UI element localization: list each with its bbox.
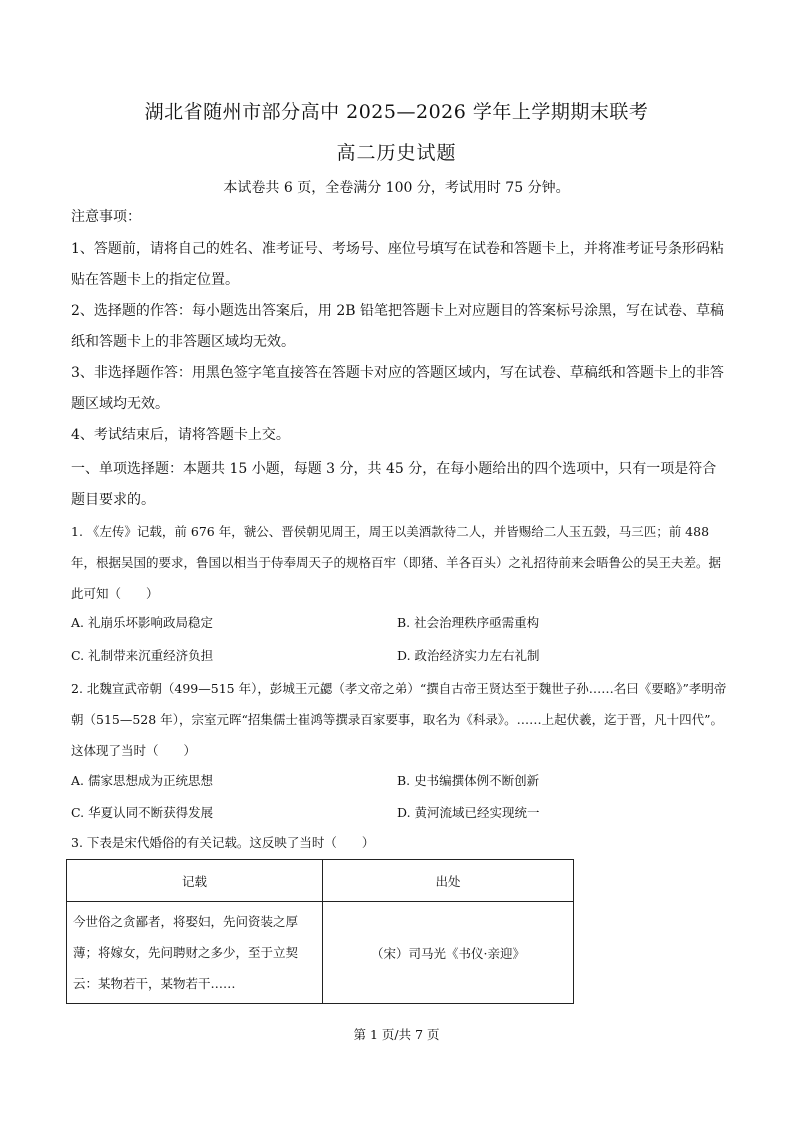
table-row (67, 902, 574, 1004)
option-a: A. 礼崩乐坏影响政局稳定 (71, 615, 213, 630)
option-a: A. 儒家思想成为正统思想 (71, 773, 213, 788)
question-2 (71, 673, 731, 766)
question-stem: 3. 下表是宋代婚俗的有关记载。这反映了当时（ ） (71, 835, 375, 850)
option-c: C. 礼制带来沉重经济负担 (71, 648, 214, 663)
option-b: B. 社会治理秩序亟需重构 (397, 615, 540, 630)
exam-info: 本试卷共 6 页，全卷满分 100 分，考试用时 75 分钟。 (223, 180, 570, 196)
option-d: D. 政治经济实力左右礼制 (397, 648, 540, 663)
question-stem: 1. 《左传》记载，前 676 年，虢公、晋侯朝见周王，周王以美酒款待二人，并皆赐给二人玉五瑴，马三匹；前 488 年，根据吴国的要求，鲁国以相当于侍奉周天子的规格百牢（即猪、羊各百头）之礼招待前来会晤鲁公的吴王夫差。据此可知（ ） (71, 524, 722, 601)
option-b: B. 史书编撰体例不断创新 (397, 773, 540, 788)
exam-title: 湖北省随州市部分高中 2025—2026 学年上学期期末联考 (144, 101, 649, 123)
table-header-cell: 记载 (67, 860, 323, 902)
question-1 (71, 516, 731, 609)
table-header-cell: 出处 (323, 860, 574, 902)
question-stem: 2. 北魏宣武帝朝（499—515 年），彭城王元勰（孝文帝之弟）“撰自古帝王贤达至于魏世子孙……名曰《要略》”孝明帝朝（515—528 年），宗室元晖“招集儒士崔鸿等撰录百家要事，取名为《科录》。……上起伏羲，迄于晋，凡十四代”。这体现了当时（ ） (71, 681, 727, 758)
section-heading: 一、单项选择题：本题共 15 小题，每题 3 分，共 45 分，在每小题给出的四个选项中，只有一项是符合题目要求的。 (71, 461, 717, 508)
notice-item: 4、考试结束后，请将答题卡上交。 (71, 427, 290, 443)
records-table (66, 859, 574, 1004)
option-d: D. 黄河流域已经实现统一 (397, 805, 540, 820)
table-cell-record: 今世俗之贪鄙者，将娶妇，先问资装之厚薄；将嫁女，先问聘财之多少，至于立契云：某物若干，某物若干…… (67, 902, 323, 1004)
table-cell-source: （宋）司马光《书仪·亲迎》 (323, 902, 574, 1004)
option-c: C. 华夏认同不断获得发展 (71, 805, 214, 820)
table-header-row (67, 860, 574, 902)
question-3 (71, 827, 731, 858)
notice-item: 2、选择题的作答：每小题选出答案后，用 2B 铅笔把答题卡上对应题目的答案标号涂黑，写在试卷、草稿纸和答题卡上的非答题区域均无效。 (71, 303, 725, 350)
exam-subtitle: 高二历史试题 (336, 142, 457, 164)
notice-item: 1、答题前，请将自己的姓名、准考证号、考场号、座位号填写在试卷和答题卡上，并将准考证号条形码粘贴在答题卡上的指定位置。 (71, 241, 724, 288)
page-footer: 第 1 页/共 7 页 (353, 1027, 440, 1042)
notice-item: 3、非选择题作答：用黑色签字笔直接答在答题卡对应的答题区域内，写在试卷、草稿纸和答题卡上的非答题区域均无效。 (71, 365, 724, 412)
notice-list (71, 234, 726, 451)
notice-heading: 注意事项： (71, 209, 141, 225)
